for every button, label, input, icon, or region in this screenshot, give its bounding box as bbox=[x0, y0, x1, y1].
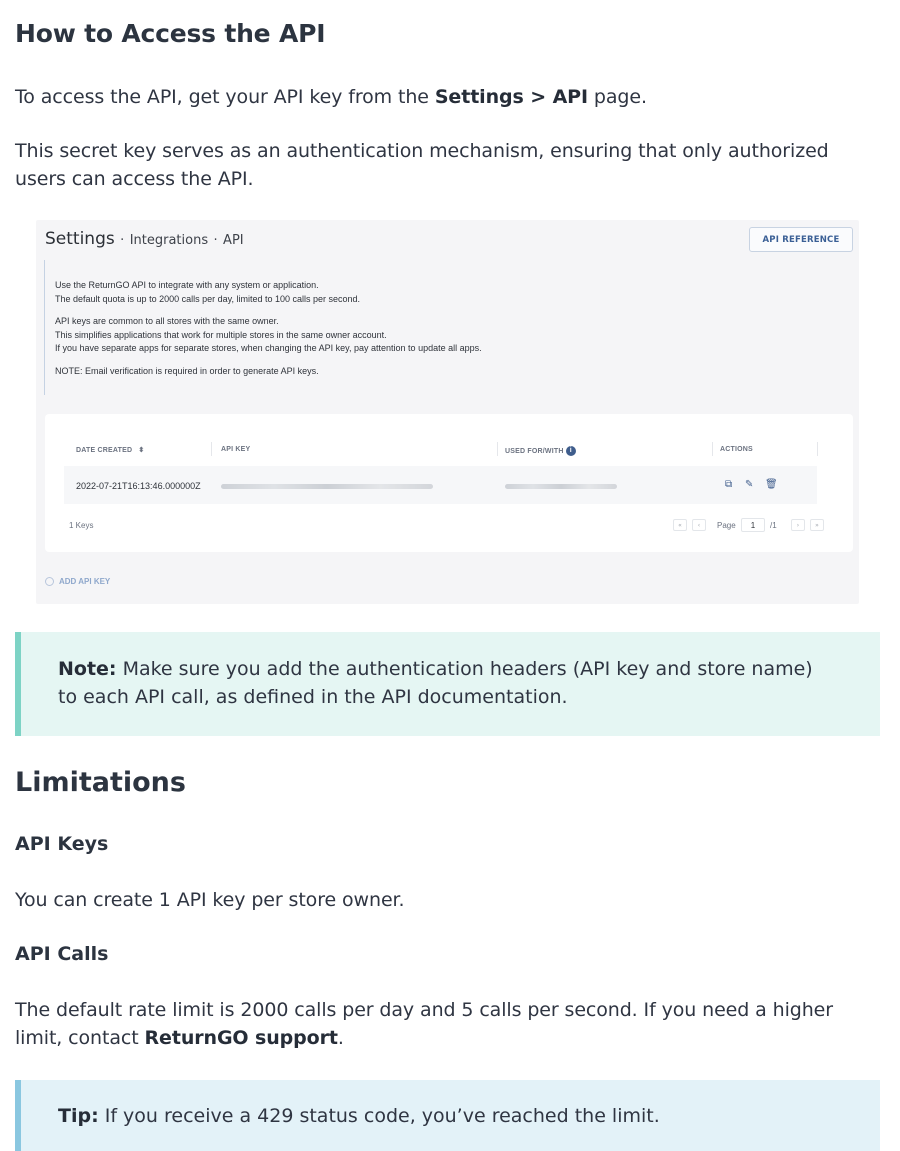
column-used-label: USED FOR/WITH bbox=[505, 447, 564, 455]
tip-label: Tip: bbox=[58, 1105, 99, 1127]
access-text-after: page. bbox=[587, 86, 647, 108]
calls-line-2-after: . bbox=[337, 1027, 344, 1049]
keys-count: 1 Keys bbox=[69, 521, 94, 530]
settings-api-link-text: Settings > API bbox=[434, 86, 588, 108]
add-api-key-button[interactable] bbox=[45, 577, 110, 586]
api-reference-button[interactable]: API REFERENCE bbox=[749, 227, 853, 252]
access-paragraph bbox=[15, 83, 647, 111]
prev-page-button[interactable]: ‹ bbox=[692, 519, 706, 531]
subheading-api-keys: API Keys bbox=[15, 833, 109, 855]
row-date-created: 2022-07-21T16:13:46.000000Z bbox=[76, 481, 201, 491]
delete-icon[interactable]: 🗑 bbox=[765, 479, 778, 490]
tip-body: If you receive a 429 status code, you’ve reached the limit. bbox=[98, 1105, 660, 1127]
screenshot-breadcrumb bbox=[45, 229, 244, 249]
info-line: Use the ReturnGO API to integrate with any system or application. bbox=[55, 280, 319, 290]
first-page-button[interactable]: « bbox=[673, 519, 687, 531]
breadcrumb-sep: · bbox=[213, 233, 218, 248]
secret-line-1: This secret key serves as an authentication mechanism, ensuring that only authorized bbox=[15, 140, 829, 162]
breadcrumb-sep: · bbox=[120, 233, 125, 248]
settings-screenshot bbox=[36, 220, 859, 604]
secret-key-paragraph bbox=[15, 137, 829, 193]
copy-icon[interactable]: ⧉ bbox=[725, 479, 733, 490]
edit-icon[interactable]: ✎ bbox=[745, 479, 754, 490]
breadcrumb-settings: Settings bbox=[45, 229, 115, 249]
access-text-before: To access the API, get your API key from the bbox=[15, 86, 435, 108]
column-used-for bbox=[505, 446, 576, 456]
note-text bbox=[58, 655, 813, 711]
note-label: Note: bbox=[58, 658, 117, 680]
info-line: This simplifies applications that work for multiple stores in the same owner account. bbox=[55, 329, 387, 340]
used-for-blurred bbox=[505, 484, 617, 489]
heading-limitations: Limitations bbox=[15, 767, 186, 798]
info-line: API keys are common to all stores with the same owner. bbox=[55, 316, 279, 326]
calls-line-1: The default rate limit is 2000 calls per day and 5 calls per second. If you need a higher bbox=[15, 999, 833, 1021]
subheading-api-calls: API Calls bbox=[15, 943, 109, 965]
page-number-input[interactable]: 1 bbox=[741, 518, 765, 532]
note-line-2: to each API call, as defined in the API documentation. bbox=[58, 686, 568, 708]
column-api-key: API KEY bbox=[221, 446, 251, 453]
next-page-button[interactable]: › bbox=[791, 519, 805, 531]
tip-callout bbox=[15, 1080, 880, 1151]
note-callout bbox=[15, 632, 880, 736]
calls-line-2-before: limit, contact bbox=[15, 1027, 145, 1049]
breadcrumb-integrations: Integrations bbox=[129, 233, 209, 248]
breadcrumb-api: API bbox=[223, 233, 244, 248]
api-calls-paragraph bbox=[15, 996, 833, 1052]
info-line: If you have separate apps for separate stores, when changing the API key, pay attention to update all apps. bbox=[55, 343, 482, 353]
column-actions: ACTIONS bbox=[720, 446, 753, 453]
sort-icon[interactable]: ⬍ bbox=[138, 447, 145, 454]
tip-text bbox=[58, 1102, 660, 1130]
info-icon[interactable]: i bbox=[566, 446, 576, 456]
note-line-1: Make sure you add the authentication headers (API key and store name) bbox=[116, 658, 813, 680]
page-label: Page bbox=[717, 521, 736, 530]
last-page-button[interactable]: » bbox=[810, 519, 824, 531]
info-note: NOTE: Email verification is required in order to generate API keys. bbox=[55, 365, 319, 376]
column-date-label: DATE CREATED bbox=[76, 447, 133, 454]
api-key-blurred bbox=[221, 484, 433, 489]
api-keys-text: You can create 1 API key per store owner. bbox=[15, 889, 405, 911]
info-line: The default quota is up to 2000 calls per day, limited to 100 calls per second. bbox=[55, 293, 361, 304]
returngo-support-link[interactable]: ReturnGO support bbox=[144, 1027, 338, 1049]
column-date-created[interactable] bbox=[76, 446, 144, 454]
api-info-block bbox=[44, 260, 564, 395]
heading-how-to-access: How to Access the API bbox=[15, 19, 326, 48]
secret-line-2: users can access the API. bbox=[15, 168, 254, 190]
add-api-key-label: ADD API KEY bbox=[59, 577, 111, 586]
add-icon bbox=[45, 577, 54, 586]
page-total: /1 bbox=[770, 521, 777, 530]
